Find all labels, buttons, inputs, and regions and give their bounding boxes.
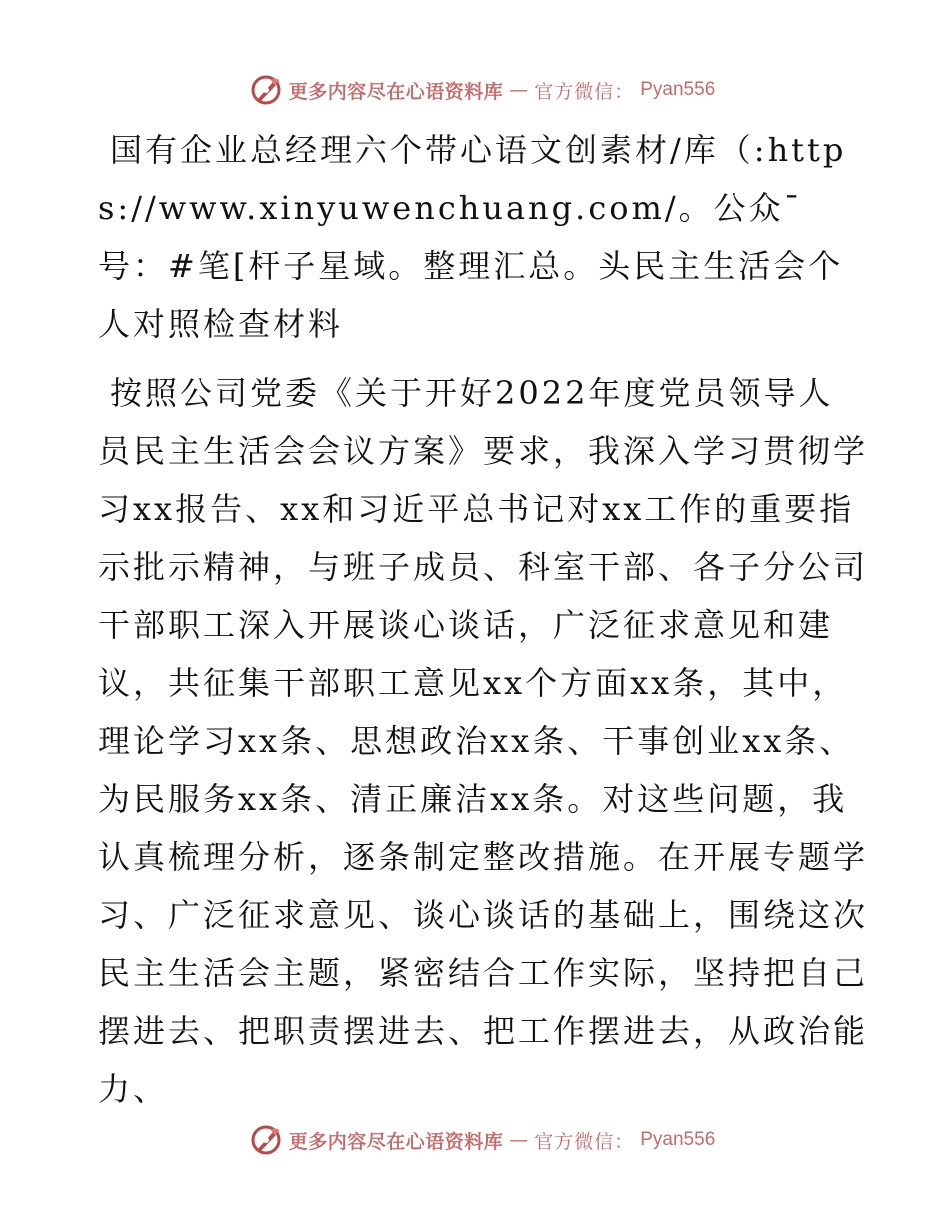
quill-pen-circle-icon	[249, 73, 283, 107]
footer-dash: —	[509, 1129, 529, 1151]
footer-wechat-id: Pyan556	[640, 1129, 716, 1150]
quill-pen-circle-icon	[249, 1123, 283, 1157]
header-site-slogan: 更多内容尽在心语资料库	[288, 80, 504, 103]
header-banner-content	[249, 73, 716, 107]
footer-wechat-label: 官方微信：	[534, 1130, 635, 1153]
header-wechat-id: Pyan556	[640, 79, 716, 100]
document-body	[98, 121, 868, 1118]
footer-banner	[0, 1120, 950, 1160]
header-dash: —	[509, 79, 529, 101]
header-banner	[0, 70, 950, 110]
document-title-paragraph: 国有企业总经理六个带心语文创素材/库（:https://www.xinyuwenchuang.com/。公众¯号：#笔[杆子星域。整理汇总。头民主生活会个人对照检查材料	[98, 131, 847, 343]
document-body-paragraph: 按照公司党委《关于开好2022年度党员领导人员民主生活会会议方案》要求，我深入学习贯彻学习xx报告、xx和习近平总书记对xx工作的重要指示批示精神，与班子成员、科室干部、各子分公司干部职工深入开展谈心谈话，广泛征求意见和建议，共征集干部职工意见xx个方面xx条，其中，理论学习xx条、思想政治xx条、干事创业xx条、为民服务xx条、清正廉洁xx条。对这些问题，我认真梳理分析，逐条制定整改措施。在开展专题学习、广泛征求意见、谈心谈话的基础上，围绕这次民主生活会主题，紧密结合工作实际，坚持把自己摆进去、把职责摆进去、把工作摆进去，从政治能力、	[98, 374, 869, 1108]
footer-site-slogan: 更多内容尽在心语资料库	[288, 1130, 504, 1153]
footer-banner-content	[249, 1123, 716, 1157]
header-wechat-label: 官方微信：	[534, 80, 635, 103]
